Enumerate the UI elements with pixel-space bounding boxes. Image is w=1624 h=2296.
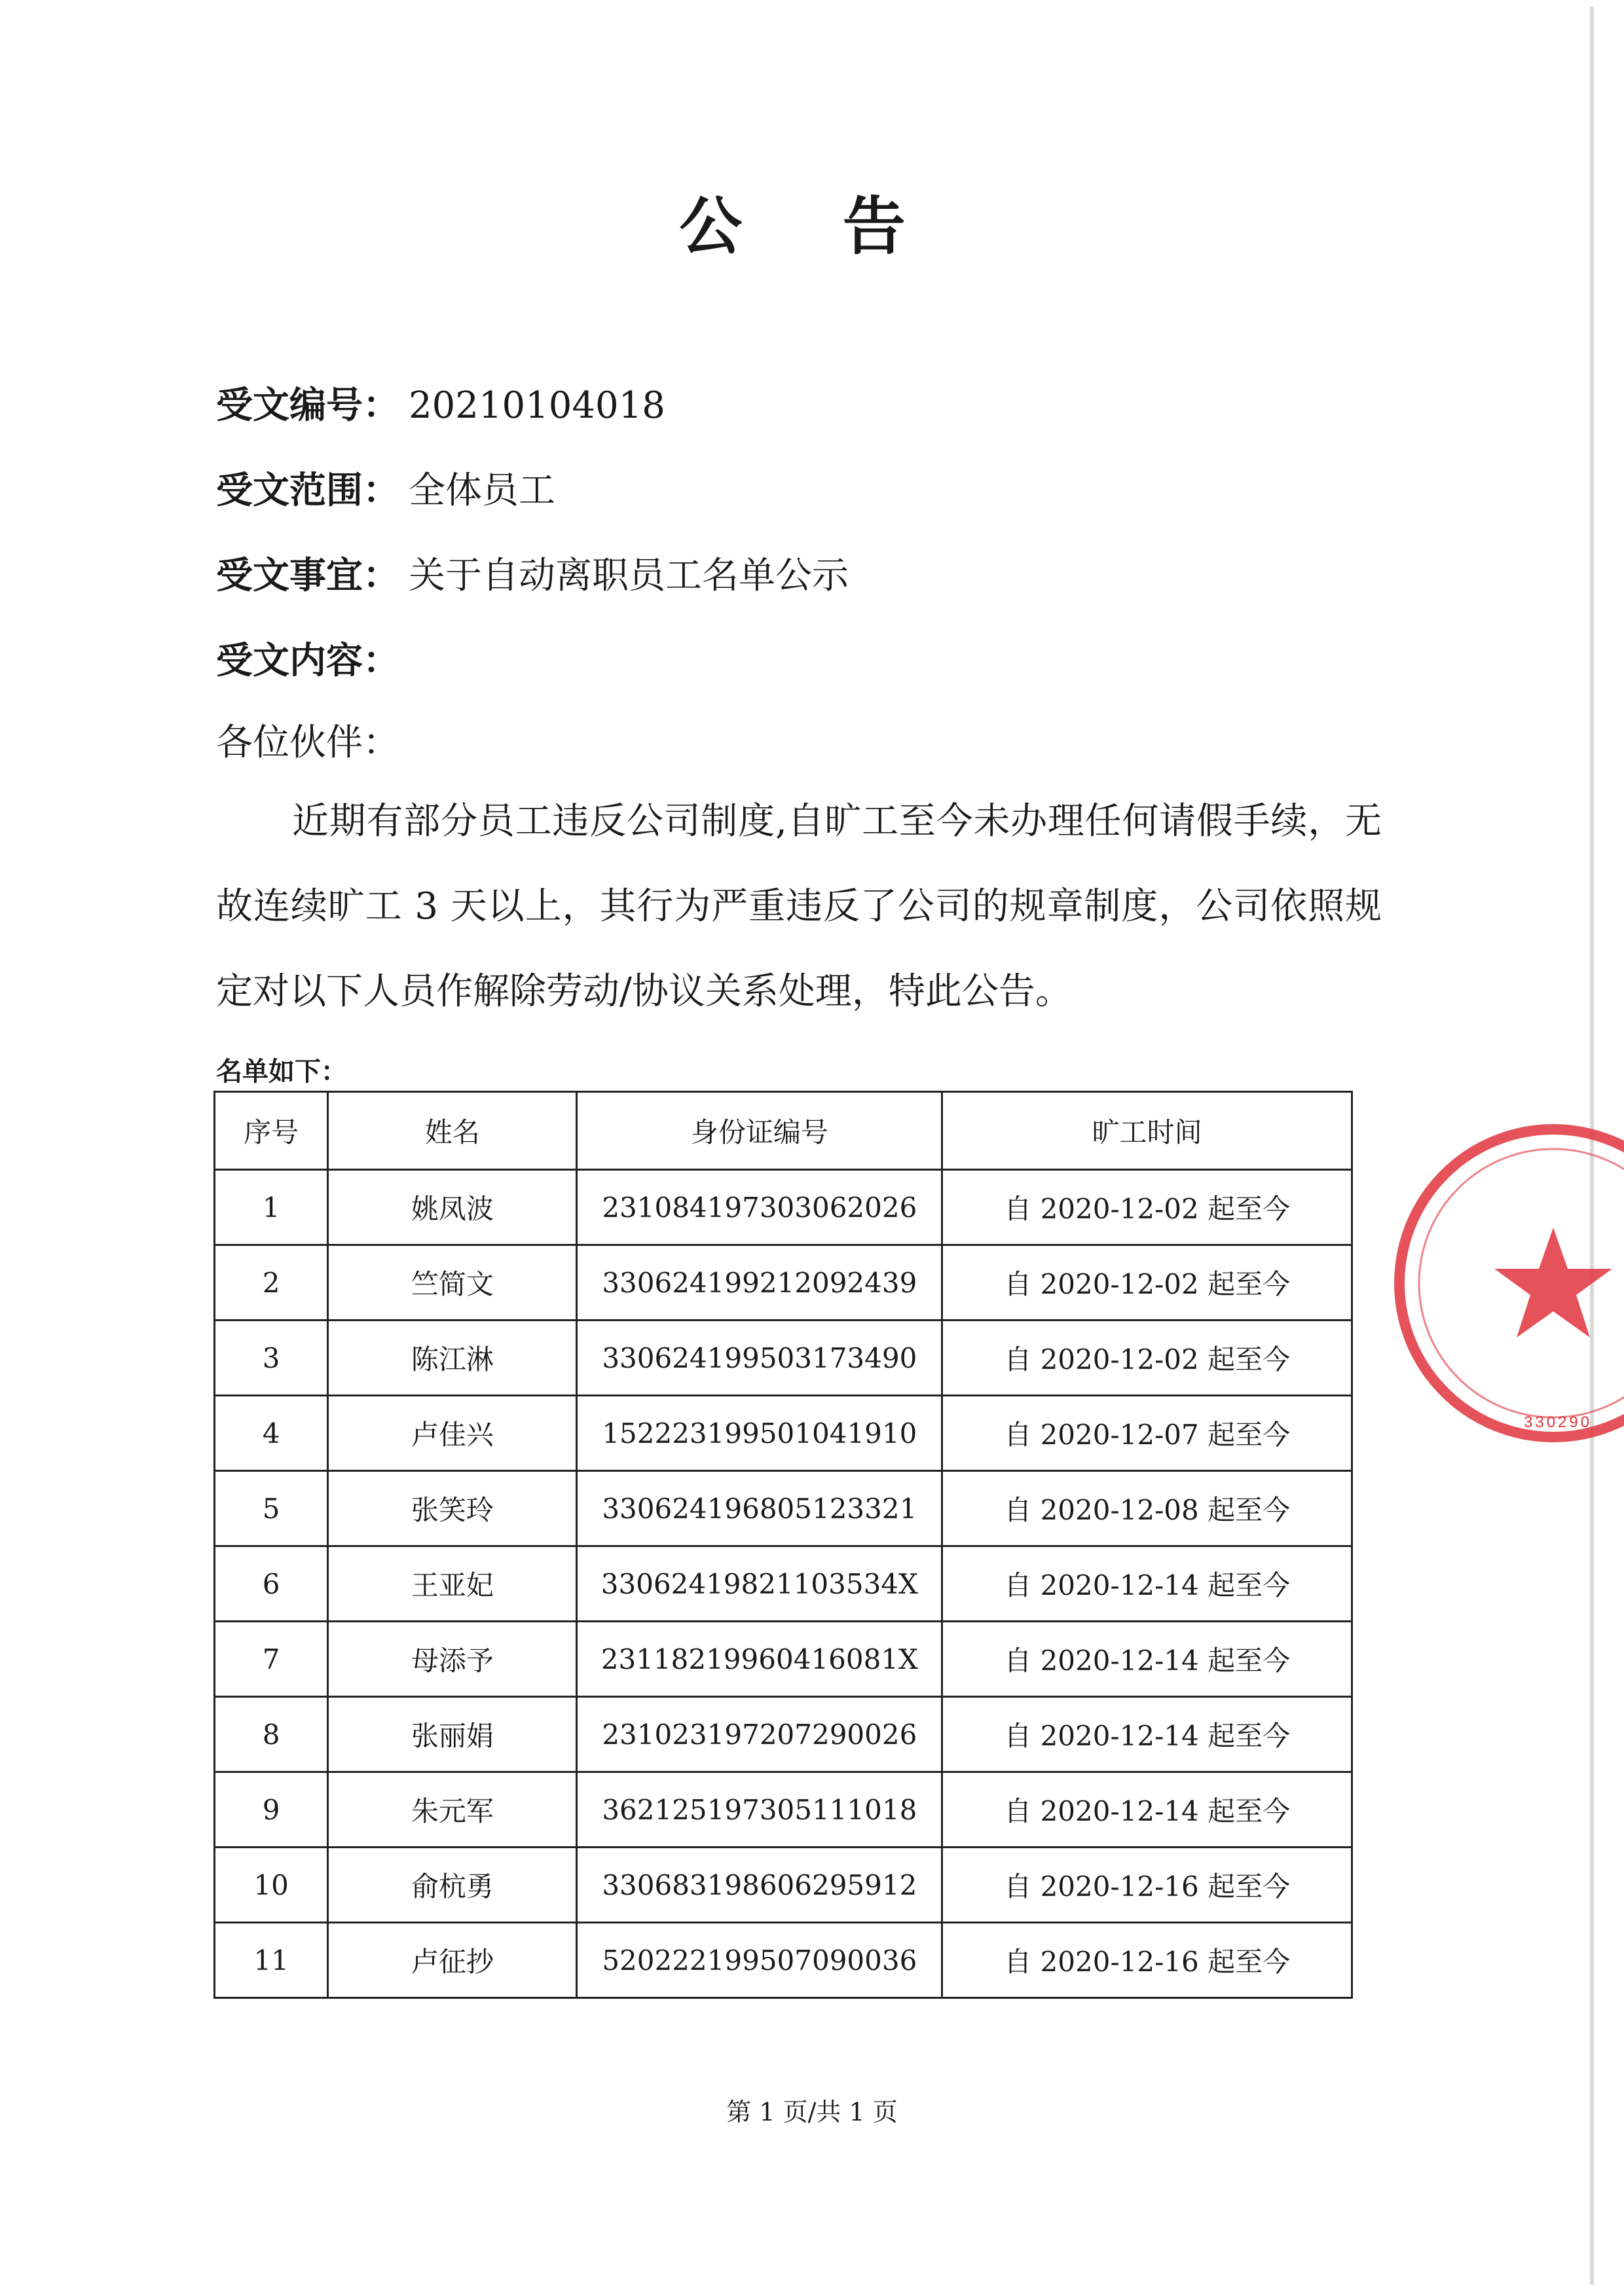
cell-absence-time: 自 2020-12-02 起至今 — [942, 1321, 1352, 1396]
cell-name: 张笑玲 — [328, 1471, 577, 1546]
cell-seq: 6 — [215, 1546, 328, 1622]
table-row — [215, 1622, 1352, 1697]
cell-id-number: 362125197305111018 — [577, 1772, 942, 1848]
cell-name: 母添予 — [328, 1622, 577, 1697]
table-row — [215, 1697, 1352, 1772]
cell-seq: 5 — [215, 1471, 328, 1546]
table-row — [215, 1170, 1352, 1245]
table-row — [215, 1321, 1352, 1396]
cell-absence-time: 自 2020-12-14 起至今 — [942, 1622, 1352, 1697]
cell-id-number: 330624199212092439 — [577, 1245, 942, 1321]
cell-id-number: 520222199507090036 — [577, 1923, 942, 1998]
cell-id-number: 152223199501041910 — [577, 1396, 942, 1471]
table-row — [215, 1245, 1352, 1321]
cell-id-number: 330624196805123321 — [577, 1471, 942, 1546]
page-title: 公 告 — [679, 189, 945, 263]
cell-seq: 2 — [215, 1245, 328, 1321]
meta-label: 受文编号： — [216, 384, 399, 427]
meta-row-subject — [216, 547, 849, 599]
page-footer: 第 1 页/共 1 页 — [726, 2098, 898, 2126]
cell-absence-time: 自 2020-12-07 起至今 — [942, 1396, 1352, 1471]
table-row — [215, 1848, 1352, 1923]
cell-absence-time: 自 2020-12-16 起至今 — [942, 1848, 1352, 1923]
table-row — [215, 1923, 1352, 1998]
meta-row-content — [216, 632, 409, 684]
cell-name: 卢征抄 — [328, 1923, 577, 1998]
meta-label: 受文内容： — [216, 639, 399, 682]
company-seal-stamp — [1383, 1120, 1624, 1447]
header-id-number: 身份证编号 — [577, 1092, 942, 1170]
cell-id-number: 33062419821103534X — [577, 1546, 942, 1622]
cell-absence-time: 自 2020-12-16 起至今 — [942, 1923, 1352, 1998]
meta-row-scope — [216, 462, 555, 514]
cell-id-number: 231023197207290026 — [577, 1697, 942, 1772]
cell-id-number: 330683198606295912 — [577, 1848, 942, 1923]
cell-id-number: 330624199503173490 — [577, 1321, 942, 1396]
employee-table — [213, 1091, 1353, 1999]
table-row — [215, 1546, 1352, 1622]
meta-row-number — [216, 376, 665, 429]
cell-absence-time: 自 2020-12-02 起至今 — [942, 1170, 1352, 1245]
cell-seq: 4 — [215, 1396, 328, 1471]
cell-absence-time: 自 2020-12-14 起至今 — [942, 1772, 1352, 1848]
cell-id-number: 23118219960416081X — [577, 1622, 942, 1697]
cell-absence-time: 自 2020-12-14 起至今 — [942, 1546, 1352, 1622]
cell-absence-time: 自 2020-12-14 起至今 — [942, 1697, 1352, 1772]
header-name: 姓名 — [328, 1092, 577, 1170]
cell-name: 陈江淋 — [328, 1321, 577, 1396]
seal-number: 330290 — [1524, 1413, 1593, 1431]
cell-name: 张丽娟 — [328, 1697, 577, 1772]
table-row — [215, 1471, 1352, 1546]
cell-name: 竺简文 — [328, 1245, 577, 1321]
cell-seq: 1 — [215, 1170, 328, 1245]
cell-seq: 11 — [215, 1923, 328, 1998]
meta-value: 20210104018 — [409, 384, 665, 427]
cell-absence-time: 自 2020-12-08 起至今 — [942, 1471, 1352, 1546]
table-row — [215, 1772, 1352, 1848]
body-paragraph: 近期有部分员工违反公司制度,自旷工至今未办理任何请假手续，无故连续旷工 3 天以上，其行为严重违反了公司的规章制度，公司依照规定对以下人员作解除劳动/协议关系处理，特此公告。 — [216, 800, 1382, 1013]
list-caption: 名单如下： — [216, 1056, 347, 1087]
greeting: 各位伙伴： — [216, 721, 399, 764]
cell-seq: 8 — [215, 1697, 328, 1772]
meta-value: 全体员工 — [409, 469, 555, 512]
meta-label: 受文范围： — [216, 469, 399, 512]
meta-value: 关于自动离职员工名单公示 — [409, 555, 849, 597]
header-seq: 序号 — [215, 1092, 328, 1170]
cell-id-number: 231084197303062026 — [577, 1170, 942, 1245]
cell-seq: 9 — [215, 1772, 328, 1848]
cell-name: 卢佳兴 — [328, 1396, 577, 1471]
table-header-row — [215, 1092, 1352, 1170]
meta-label: 受文事宜： — [216, 554, 399, 597]
cell-seq: 10 — [215, 1848, 328, 1923]
table-row — [215, 1396, 1352, 1471]
cell-name: 姚凤波 — [328, 1170, 577, 1245]
cell-name: 王亚妃 — [328, 1546, 577, 1622]
cell-name: 朱元军 — [328, 1772, 577, 1848]
cell-seq: 3 — [215, 1321, 328, 1396]
cell-name: 俞杭勇 — [328, 1848, 577, 1923]
header-absence-time: 旷工时间 — [942, 1092, 1352, 1170]
seal-star-icon — [1494, 1228, 1612, 1338]
cell-absence-time: 自 2020-12-02 起至今 — [942, 1245, 1352, 1321]
cell-seq: 7 — [215, 1622, 328, 1697]
